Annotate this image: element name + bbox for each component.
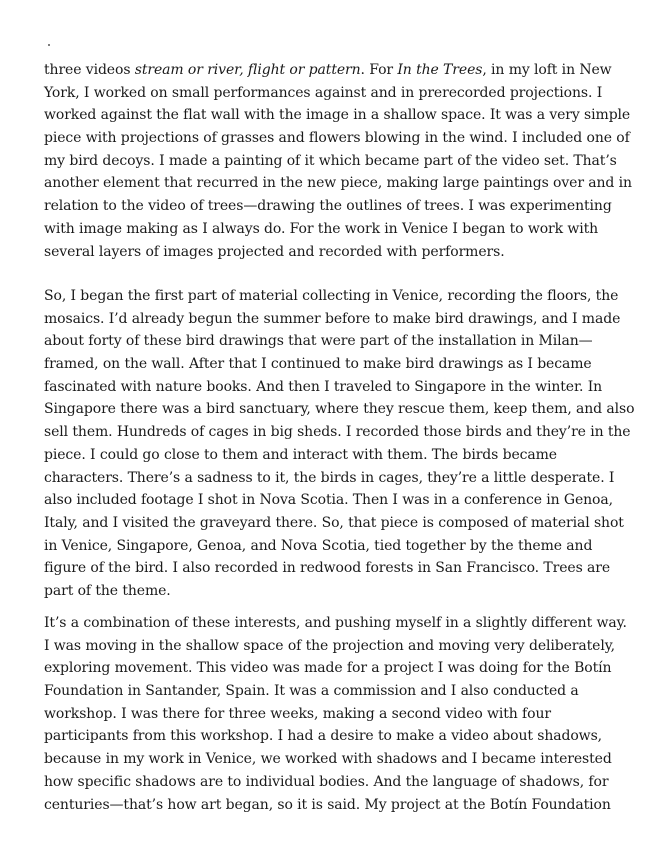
text-run: because in my work in Venice, we worked with shadows and I became interested xyxy=(44,751,612,768)
paragraph-2 xyxy=(44,285,634,603)
text-run: another element that recurred in the new piece, making large paintings over and in xyxy=(44,175,632,192)
text-line xyxy=(44,467,634,490)
text-line xyxy=(44,353,634,376)
text-run: York, I worked on small performances against and in prerecorded projections. I xyxy=(44,84,603,101)
scan-speck xyxy=(48,44,50,46)
text-run: It’s a combination of these interests, and pushing myself in a slightly different way. xyxy=(44,615,627,631)
text-line xyxy=(44,82,632,105)
text-run: how specific shadows are to individual bodies. And the language of shadows, for xyxy=(44,773,609,790)
text-run: framed, on the wall. After that I continued to make bird drawings as I became xyxy=(44,356,592,373)
text-line xyxy=(44,489,634,512)
text-run: also included footage I shot in Nova Scotia. Then I was in a conference in Genoa, xyxy=(44,492,613,509)
text-line xyxy=(44,218,632,241)
text-run: part of the theme. xyxy=(44,582,171,599)
text-run: workshop. I was there for three weeks, making a second video with four xyxy=(44,705,551,722)
text-line xyxy=(44,285,634,308)
text-run: figure of the bird. I also recorded in redwood forests in San Francisco. Trees are xyxy=(44,560,611,577)
text-run: Italy, and I visited the graveyard there. So, that piece is composed of material shot xyxy=(44,514,624,531)
text-line xyxy=(44,680,627,703)
text-run: piece with projections of grasses and flowers blowing in the wind. I included one of xyxy=(44,130,630,147)
text-line xyxy=(44,308,634,331)
italic-title: In the Trees xyxy=(397,62,483,78)
text-line xyxy=(44,104,632,127)
text-line xyxy=(44,657,627,680)
text-run: my bird decoys. I made a painting of it which became part of the video set. That’s xyxy=(44,152,617,169)
text-run: So, I began the first part of material collecting in Venice, recording the floors, the xyxy=(44,288,619,304)
text-run: piece. I could go close to them and interact with them. The birds became xyxy=(44,446,557,463)
text-line xyxy=(44,241,632,264)
text-line xyxy=(44,330,634,353)
text-run: three videos xyxy=(44,62,135,78)
italic-title: stream or river, flight or pattern xyxy=(134,62,361,78)
text-run: fascinated with nature books. And then I traveled to Singapore in the winter. In xyxy=(44,378,603,395)
text-line xyxy=(44,612,627,635)
text-line xyxy=(44,59,632,82)
text-run: participants from this workshop. I had a desire to make a video about shadows, xyxy=(44,728,603,745)
text-line xyxy=(44,127,632,150)
text-line xyxy=(44,748,627,771)
text-run: about forty of these bird drawings that were part of the installation in Milan— xyxy=(44,333,593,350)
text-run: Foundation in Santander, Spain. It was a commission and I also conducted a xyxy=(44,683,579,700)
paragraph-3 xyxy=(44,612,627,816)
text-line xyxy=(44,512,634,535)
text-line xyxy=(44,195,632,218)
text-line xyxy=(44,444,634,467)
text-run: relation to the video of trees—drawing the outlines of trees. I was experimenting xyxy=(44,198,612,215)
text-run: I was moving in the shallow space of the projection and moving very deliberately, xyxy=(44,637,616,654)
text-run: several layers of images projected and recorded with performers. xyxy=(44,243,505,260)
text-line xyxy=(44,421,634,444)
text-run: mosaics. I’d already begun the summer before to make bird drawings, and I made xyxy=(44,310,621,327)
paragraph-1 xyxy=(44,59,632,263)
text-line xyxy=(44,580,634,603)
text-run: Singapore there was a bird sanctuary, where they rescue them, keep them, and also xyxy=(44,401,635,418)
text-line xyxy=(44,794,627,817)
text-run: centuries—that’s how art began, so it is said. My project at the Botín Foundation xyxy=(44,796,611,813)
text-run: . For xyxy=(360,62,398,78)
text-line xyxy=(44,398,634,421)
text-line xyxy=(44,172,632,195)
text-line xyxy=(44,150,632,173)
text-line xyxy=(44,635,627,658)
text-run: worked against the flat wall with the image in a shallow space. It was a very simple xyxy=(44,107,631,124)
text-run: , in my loft in New xyxy=(482,62,612,78)
text-run: sell them. Hundreds of cages in big sheds. I recorded those birds and they’re in the xyxy=(44,424,631,441)
text-line xyxy=(44,376,634,399)
text-run: in Venice, Singapore, Genoa, and Nova Scotia, tied together by the theme and xyxy=(44,537,593,554)
text-line xyxy=(44,557,634,580)
text-line xyxy=(44,771,627,794)
text-line xyxy=(44,535,634,558)
text-run: exploring movement. This video was made for a project I was doing for the Botín xyxy=(44,660,612,677)
text-line xyxy=(44,725,627,748)
text-run: characters. There’s a sadness to it, the birds in cages, they’re a little desperate. I xyxy=(44,469,615,486)
text-run: with image making as I always do. For the work in Venice I began to work with xyxy=(44,220,599,237)
text-line xyxy=(44,703,627,726)
